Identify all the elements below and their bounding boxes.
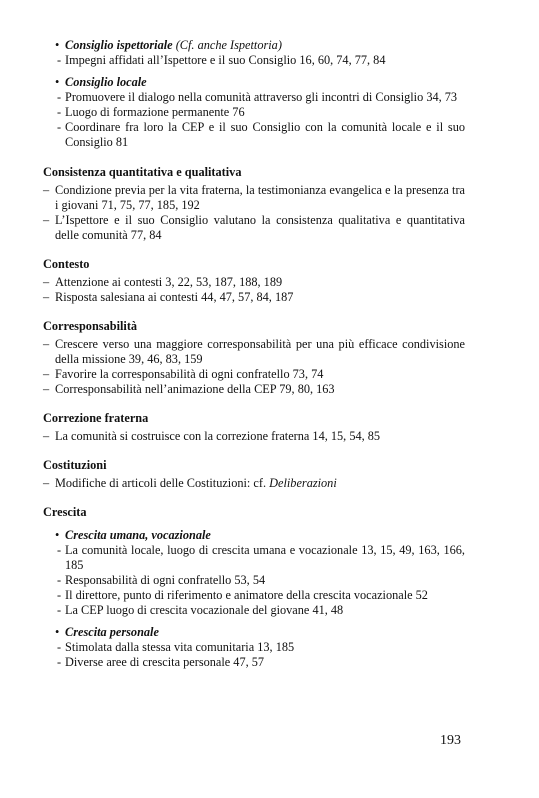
entry-costituzioni: [43, 458, 465, 491]
entry-crescita: [43, 505, 465, 670]
list-item: – Attenzione ai contesti 3, 22, 53, 187, 188, 189: [43, 275, 283, 289]
entry-heading: Correzione fraterna: [43, 411, 149, 425]
list-item: – La comunità si costruisce con la correzione fraterna 14, 15, 54, 85: [43, 429, 381, 443]
bullet-icon: •: [55, 528, 60, 542]
entry-heading: Consistenza quantitativa e qualitativa: [43, 165, 242, 179]
list-item: - Stimolata dalla stessa vita comunitaria 13, 185: [57, 640, 295, 654]
subentry-consiglio-ispettoriale: [43, 38, 465, 68]
bullet-icon: •: [55, 625, 60, 639]
subentry-note: (Cf. anche Ispettoria): [175, 38, 282, 52]
page-number: 193: [440, 733, 461, 748]
list-item: – Modifiche di articoli delle Costituzioni: cf. Deliberazioni: [43, 476, 337, 490]
entry-consistenza: [43, 165, 465, 243]
subentry-title: Crescita umana, vocazionale: [65, 528, 211, 542]
subentry-title: Consiglio ispettoriale: [65, 38, 173, 52]
bullet-icon: •: [55, 75, 60, 89]
subentry-crescita-personale: [43, 625, 465, 670]
list-item: - Coordinare fra loro la CEP e il suo Consiglio con la comunità locale e il suo Consiglio 81: [57, 120, 465, 149]
entry-contesto: [43, 257, 465, 305]
list-item: – Crescere verso una maggiore corresponsabilità per una più efficace condivisione della missione 39, 46, 83, 159: [43, 337, 465, 366]
list-item: – Favorire la corresponsabilità di ogni confratello 73, 74: [43, 367, 324, 381]
list-item: – Condizione previa per la vita fraterna, la testimonianza evangelica e la presenza tra i giovani 71, 75, 77, 185, 192: [43, 183, 465, 212]
index-page: [43, 36, 465, 677]
cross-reference: Deliberazioni: [269, 476, 337, 490]
entry-heading: Crescita: [43, 505, 87, 519]
list-item: - La comunità locale, luogo di crescita umana e vocazionale 13, 15, 49, 163, 166, 185: [57, 543, 465, 572]
list-item: - Responsabilità di ogni confratello 53, 54: [57, 573, 266, 587]
entry-correzione-fraterna: [43, 411, 465, 444]
list-item: - Impegni affidati all’Ispettore e il suo Consiglio 16, 60, 74, 77, 84: [57, 53, 386, 67]
list-item: - Luogo di formazione permanente 76: [57, 105, 245, 119]
entry-heading: Corresponsabilità: [43, 319, 138, 333]
subentry-crescita-umana: [43, 528, 465, 618]
entry-heading: Contesto: [43, 257, 90, 271]
entry-corresponsabilita: [43, 319, 465, 397]
subentry-consiglio-locale: [43, 75, 465, 150]
list-item: – Risposta salesiana ai contesti 44, 47, 57, 84, 187: [43, 290, 294, 304]
list-item: - La CEP luogo di crescita vocazionale del giovane 41, 48: [57, 603, 344, 617]
subentry-title: Consiglio locale: [65, 75, 147, 89]
list-item: - Diverse aree di crescita personale 47, 57: [57, 655, 265, 669]
list-item: – L’Ispettore e il suo Consiglio valutano la consistenza qualitativa e quantitativa delle comunità 77, 84: [43, 213, 465, 242]
subentry-title: Crescita personale: [65, 625, 159, 639]
entry-heading: Costituzioni: [43, 458, 107, 472]
list-item: - Promuovere il dialogo nella comunità attraverso gli incontri di Consiglio 34, 73: [57, 90, 458, 104]
list-item: – Corresponsabilità nell’animazione della CEP 79, 80, 163: [43, 382, 335, 396]
bullet-icon: •: [55, 38, 60, 52]
list-item: - Il direttore, punto di riferimento e animatore della crescita vocazionale 52: [57, 588, 428, 602]
